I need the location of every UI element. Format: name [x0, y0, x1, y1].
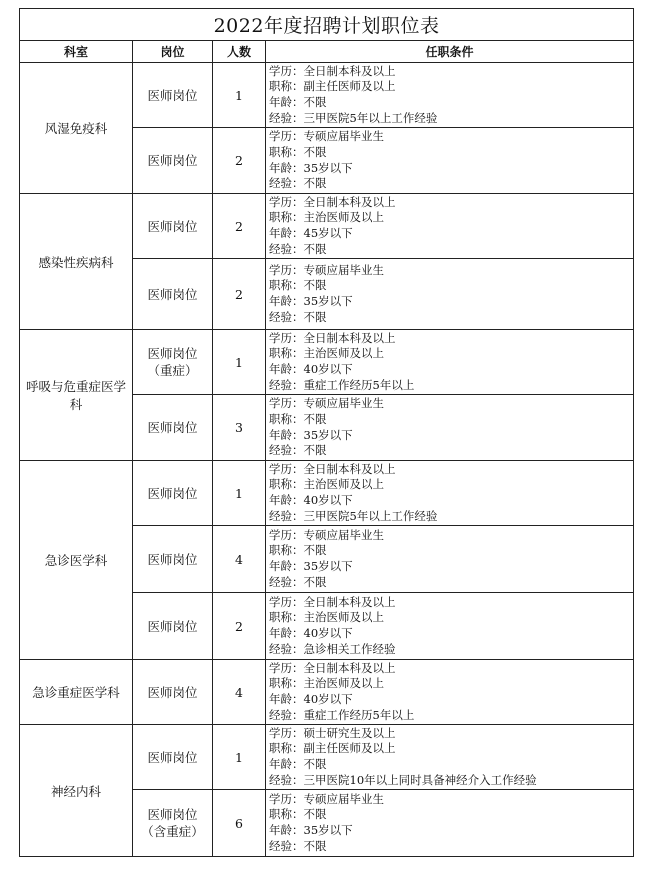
requirement-line: 经验：三甲医院10年以上同时具备神经介入工作经验 — [269, 772, 537, 787]
position-label: 医师岗位 — [147, 420, 198, 435]
requirements-cell — [266, 395, 634, 461]
requirement-line: 学历：专硕应届毕业生 — [269, 262, 384, 277]
position-cell — [133, 128, 213, 194]
requirements-cell — [266, 725, 634, 790]
requirement-line: 职称：不限 — [269, 543, 327, 558]
header-count: 人数 — [213, 41, 266, 63]
headcount-cell: 2 — [213, 194, 266, 259]
headcount-cell: 2 — [213, 593, 266, 660]
header-requirements: 任职条件 — [266, 41, 634, 63]
department-cell: 感染性疾病科 — [20, 194, 133, 330]
requirement-line: 经验：不限 — [269, 241, 327, 256]
position-cell — [133, 790, 213, 857]
department-cell: 急诊重症医学科 — [20, 660, 133, 725]
requirement-line: 学历：全日制本科及以上 — [269, 594, 396, 609]
department-cell: 呼吸与危重症医学科 — [20, 330, 133, 461]
requirement-line: 年龄：40岁以下 — [269, 362, 353, 376]
position-cell — [133, 395, 213, 461]
headcount-cell: 6 — [213, 790, 266, 857]
requirements-cell — [266, 194, 634, 259]
headcount-cell: 1 — [213, 63, 266, 128]
position-label: 医师岗位 — [147, 153, 198, 168]
requirement-line: 学历：专硕应届毕业生 — [269, 129, 384, 144]
requirement-line: 年龄：不限 — [269, 757, 327, 771]
header-position: 岗位 — [133, 41, 213, 63]
requirements-cell — [266, 790, 634, 857]
position-cell — [133, 194, 213, 259]
position-label: 医师岗位 — [147, 485, 198, 501]
requirement-line: 经验：不限 — [269, 176, 327, 191]
requirement-line: 经验：重症工作经历5年以上 — [269, 707, 415, 722]
position-note: （含重症） — [141, 824, 204, 839]
requirement-line: 经验：三甲医院5年以上工作经验 — [269, 508, 438, 523]
requirement-line: 学历：全日制本科及以上 — [269, 63, 396, 78]
table-row — [20, 330, 634, 395]
requirement-line: 年龄：35岁以下 — [269, 427, 353, 442]
position-label: 医师岗位 — [147, 684, 198, 700]
requirement-line: 经验：不限 — [269, 838, 327, 853]
table-row — [20, 660, 634, 725]
position-note: （重症） — [147, 363, 198, 378]
position-label: 医师岗位 — [147, 87, 198, 103]
requirement-line: 年龄：40岁以下 — [269, 493, 353, 507]
requirement-line: 学历：全日制本科及以上 — [269, 330, 396, 345]
requirement-line: 经验：不限 — [269, 309, 327, 324]
requirement-line: 年龄：35岁以下 — [269, 559, 353, 573]
table-body — [20, 63, 634, 857]
requirement-line: 年龄：35岁以下 — [269, 823, 353, 837]
requirements-cell — [266, 63, 634, 128]
headcount-cell: 3 — [213, 395, 266, 461]
position-cell — [133, 725, 213, 790]
requirement-line: 经验：重症工作经历5年以上 — [269, 377, 415, 392]
position-cell — [133, 259, 213, 330]
table-title: 2022年度招聘计划职位表 — [20, 9, 634, 41]
requirement-line: 职称：主治医师及以上 — [269, 477, 384, 492]
requirement-line: 学历：全日制本科及以上 — [269, 194, 396, 209]
requirements-cell — [266, 330, 634, 395]
position-label: 医师岗位 — [147, 286, 198, 302]
requirements-cell — [266, 128, 634, 194]
position-label: 医师岗位 — [147, 618, 198, 634]
recruitment-table — [19, 8, 634, 857]
requirement-line: 职称：不限 — [269, 278, 327, 293]
requirement-line: 年龄：40岁以下 — [269, 692, 353, 706]
requirement-line: 职称：不限 — [269, 144, 327, 159]
requirement-line: 学历：全日制本科及以上 — [269, 660, 396, 675]
headcount-cell: 1 — [213, 725, 266, 790]
requirement-line: 年龄：不限 — [269, 95, 327, 109]
table-row — [20, 63, 634, 128]
requirement-line: 年龄：45岁以下 — [269, 226, 353, 240]
requirement-line: 学历：专硕应届毕业生 — [269, 527, 384, 542]
position-label: 医师岗位 — [147, 551, 198, 567]
headcount-cell: 2 — [213, 259, 266, 330]
requirements-cell — [266, 660, 634, 725]
requirement-line: 职称：不限 — [269, 807, 327, 822]
requirement-line: 经验：急诊相关工作经验 — [269, 641, 396, 656]
position-label: 医师岗位 — [147, 218, 198, 234]
headcount-cell: 1 — [213, 461, 266, 526]
headcount-cell: 4 — [213, 660, 266, 725]
header-department: 科室 — [20, 41, 133, 63]
table-row — [20, 461, 634, 526]
position-cell — [133, 660, 213, 725]
position-label: 医师岗位 — [147, 346, 198, 361]
requirement-line: 职称：主治医师及以上 — [269, 676, 384, 691]
department-cell: 神经内科 — [20, 725, 133, 857]
position-cell — [133, 593, 213, 660]
requirement-line: 职称：主治医师及以上 — [269, 210, 384, 225]
position-cell — [133, 63, 213, 128]
requirements-cell — [266, 259, 634, 330]
position-label: 医师岗位 — [147, 749, 198, 765]
position-cell — [133, 330, 213, 395]
requirement-line: 学历：专硕应届毕业生 — [269, 396, 384, 411]
department-cell: 风湿免疫科 — [20, 63, 133, 194]
position-cell — [133, 461, 213, 526]
requirement-line: 职称：主治医师及以上 — [269, 346, 384, 361]
requirement-line: 经验：不限 — [269, 574, 327, 589]
requirement-line: 职称：副主任医师及以上 — [269, 741, 396, 756]
requirement-line: 职称：不限 — [269, 411, 327, 426]
table-row — [20, 194, 634, 259]
requirement-line: 年龄：35岁以下 — [269, 294, 353, 308]
headcount-cell: 2 — [213, 128, 266, 194]
requirements-cell — [266, 593, 634, 660]
headcount-cell: 4 — [213, 526, 266, 593]
position-cell — [133, 526, 213, 593]
requirement-line: 学历：专硕应届毕业生 — [269, 791, 384, 806]
requirement-line: 经验：三甲医院5年以上工作经验 — [269, 110, 438, 125]
requirement-line: 学历：全日制本科及以上 — [269, 461, 396, 476]
position-label: 医师岗位 — [147, 807, 198, 822]
requirement-line: 年龄：40岁以下 — [269, 626, 353, 640]
requirements-cell — [266, 526, 634, 593]
requirement-line: 职称：主治医师及以上 — [269, 610, 384, 625]
requirement-line: 年龄：35岁以下 — [269, 160, 353, 175]
requirements-cell — [266, 461, 634, 526]
table-row — [20, 725, 634, 790]
headcount-cell: 1 — [213, 330, 266, 395]
requirement-line: 职称：副主任医师及以上 — [269, 79, 396, 94]
requirement-line: 经验：不限 — [269, 443, 327, 458]
department-cell: 急诊医学科 — [20, 461, 133, 660]
requirement-line: 学历：硕士研究生及以上 — [269, 725, 396, 740]
